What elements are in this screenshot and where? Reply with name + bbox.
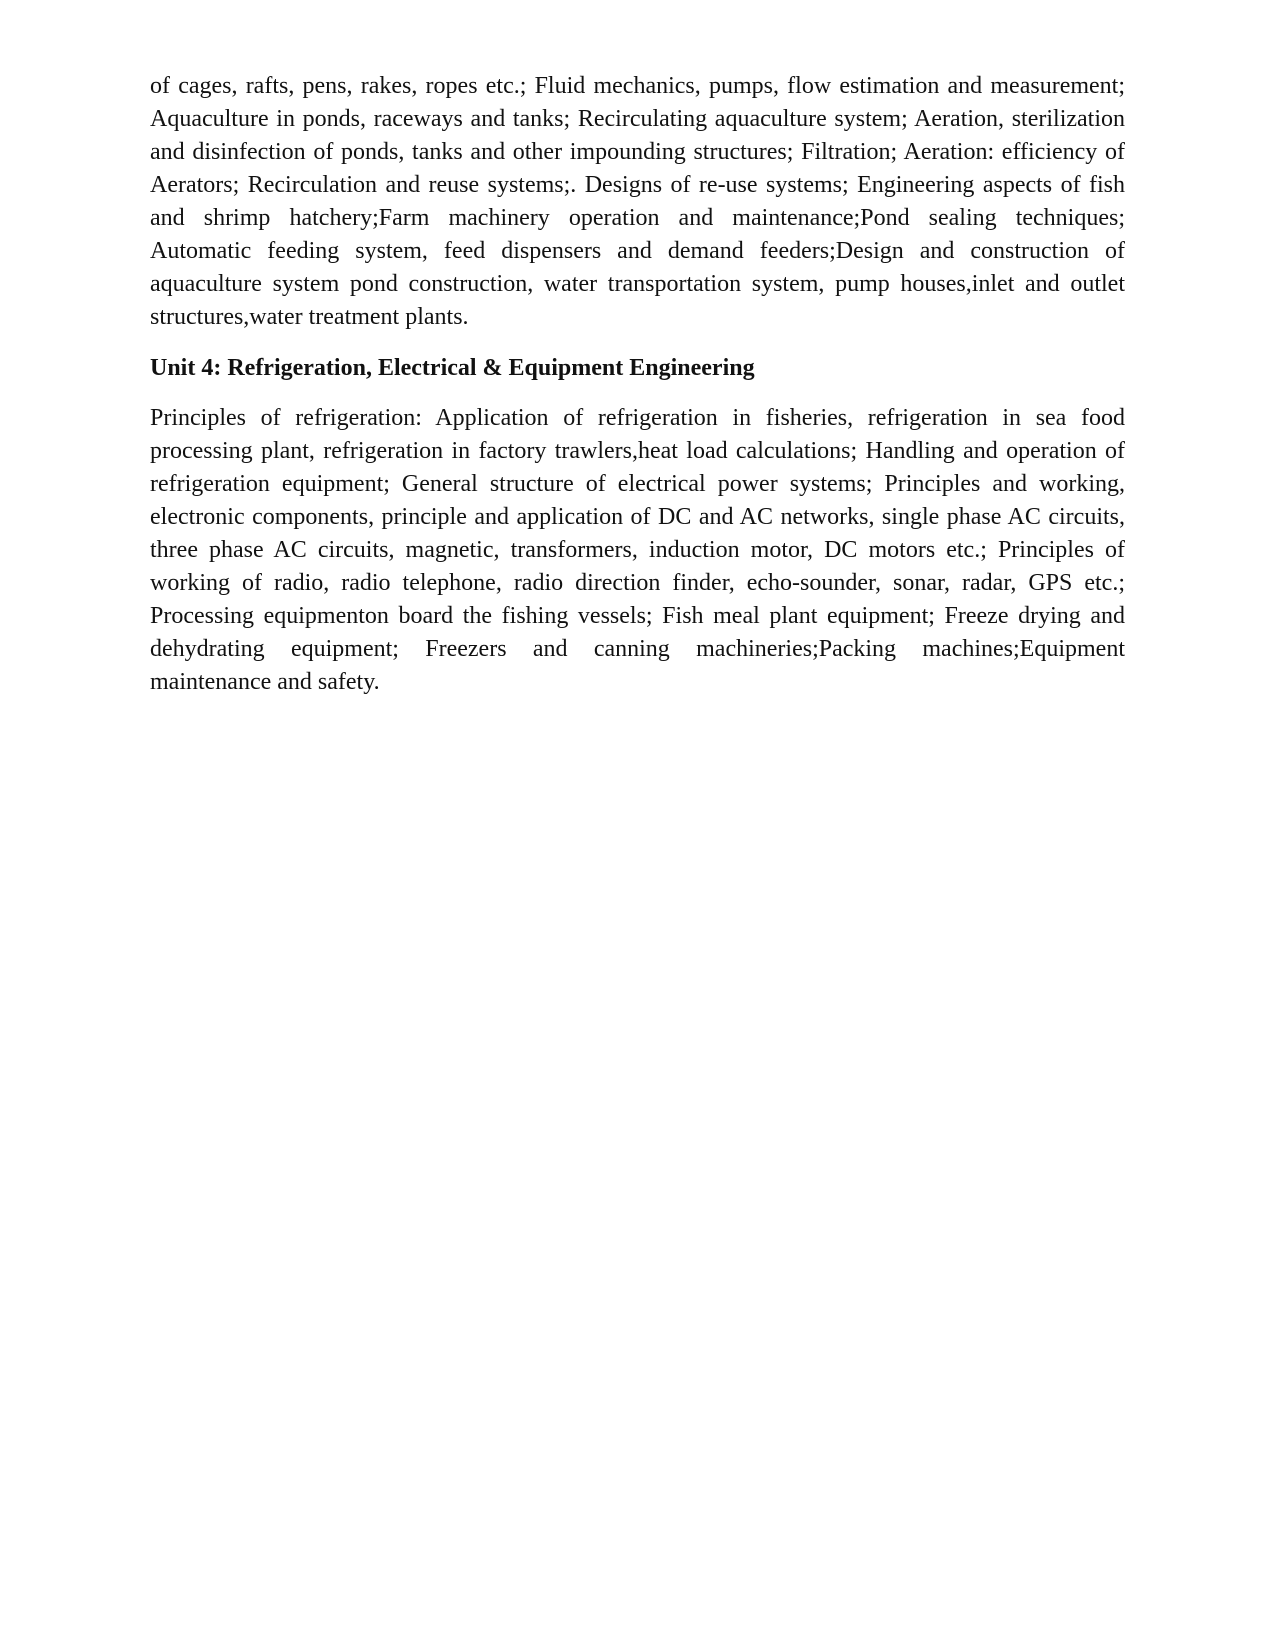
continuation-paragraph: of cages, rafts, pens, rakes, ropes etc.; Fluid mechanics, pumps, flow estimation and measurement; Aquaculture in ponds, raceways and tanks; Recirculating aquaculture system; Aeration, sterilization and disinfection of ponds, tanks and other impounding structures; Filtration; Aeration: efficiency of Aerators; Recirculation and reuse systems;. Designs of re-use systems; Engineering aspects of fish and shrimp hatchery;Farm machinery operation and maintenance;Pond sealing techniques; Automatic feeding system, feed dispensers and demand feeders;Design and construction of aquaculture system pond construction, water transportation system, pump houses,inlet and outlet structures,water treatment plants.: [150, 73, 1125, 330]
unit-4-paragraph: Principles of refrigeration: Application of refrigeration in fisheries, refrigeration in sea food processing plant, refrigeration in factory trawlers,heat load calculations; Handling and operation of refrigeration equipment; General structure of electrical power systems; Principles and working, electronic components, principle and application of DC and AC networks, single phase AC circuits, three phase AC circuits, magnetic, transformers, induction motor, DC motors etc.; Principles of working of radio, radio telephone, radio direction finder, echo-sounder, sonar, radar, GPS etc.; Processing equipmenton board the fishing vessels; Fish meal plant equipment; Freeze drying and dehydrating equipment; Freezers and canning machineries;Packing machines;Equipment maintenance and safety.: [150, 405, 1125, 695]
unit-4-heading: Unit 4: Refrigeration, Electrical & Equipment Engineering: [150, 355, 755, 381]
document-page: [150, 70, 1125, 699]
